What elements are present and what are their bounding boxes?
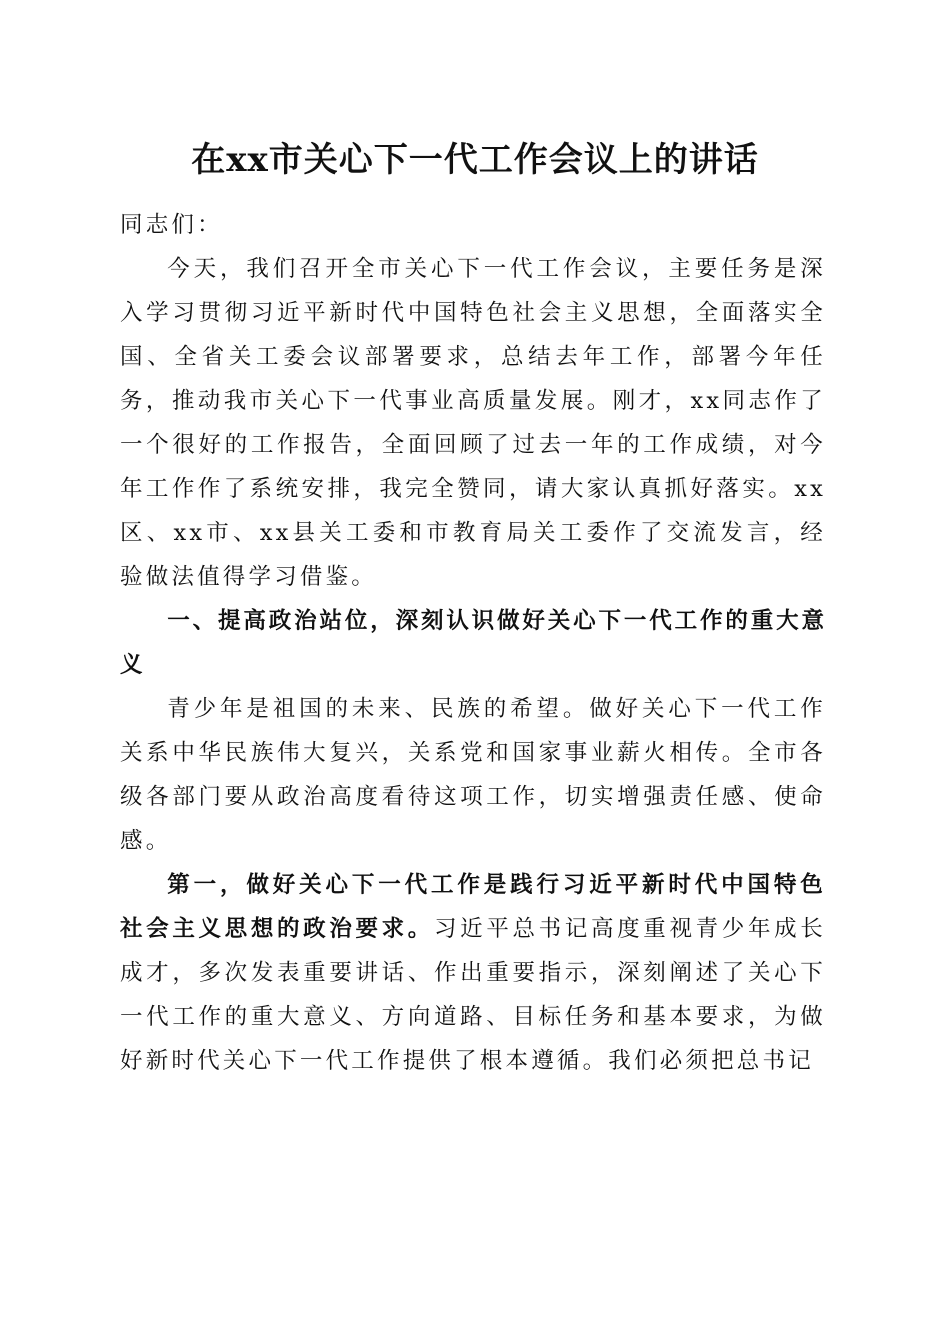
point-body: 习近平总书记高度重视青少年成长成才，多次发表重要讲话、作出重要指示，深刻阐述了关心下一代工作的重大意义、方向道路、目标任务和基本要求，为做好新时代关心下一代工作提供了根本遵循。我们必须把总书记	[120, 916, 826, 1074]
point-paragraph	[120, 863, 826, 1083]
point-lead: 第一，做好关心下一代工作是践行习近平新时代中国特色社会主义思想的政治要求。	[120, 872, 826, 942]
document-title: 在xx市关心下一代工作会议上的讲话	[191, 140, 759, 180]
intro-paragraph: 今天，我们召开全市关心下一代工作会议，主要任务是深入学习贯彻习近平新时代中国特色社会主义思想，全面落实全国、全省关工委会议部署要求，总结去年工作，部署今年任务，推动我市关心下一代事业高质量发展。刚才，xx同志作了一个很好的工作报告，全面回顾了过去一年的工作成绩，对今年工作作了系统安排，我完全赞同，请大家认真抓好落实。xx区、xx市、xx县关工委和市教育局关工委作了交流发言，经验做法值得学习借鉴。	[120, 256, 826, 590]
section-paragraph: 青少年是祖国的未来、民族的希望。做好关心下一代工作关系中华民族伟大复兴，关系党和国家事业薪火相传。全市各级各部门要从政治高度看待这项工作，切实增强责任感、使命感。	[120, 696, 826, 854]
salutation: 同志们：	[120, 212, 223, 238]
section-heading: 一、提高政治站位，深刻认识做好关心下一代工作的重大意义	[120, 608, 826, 678]
document-body	[120, 203, 826, 1083]
